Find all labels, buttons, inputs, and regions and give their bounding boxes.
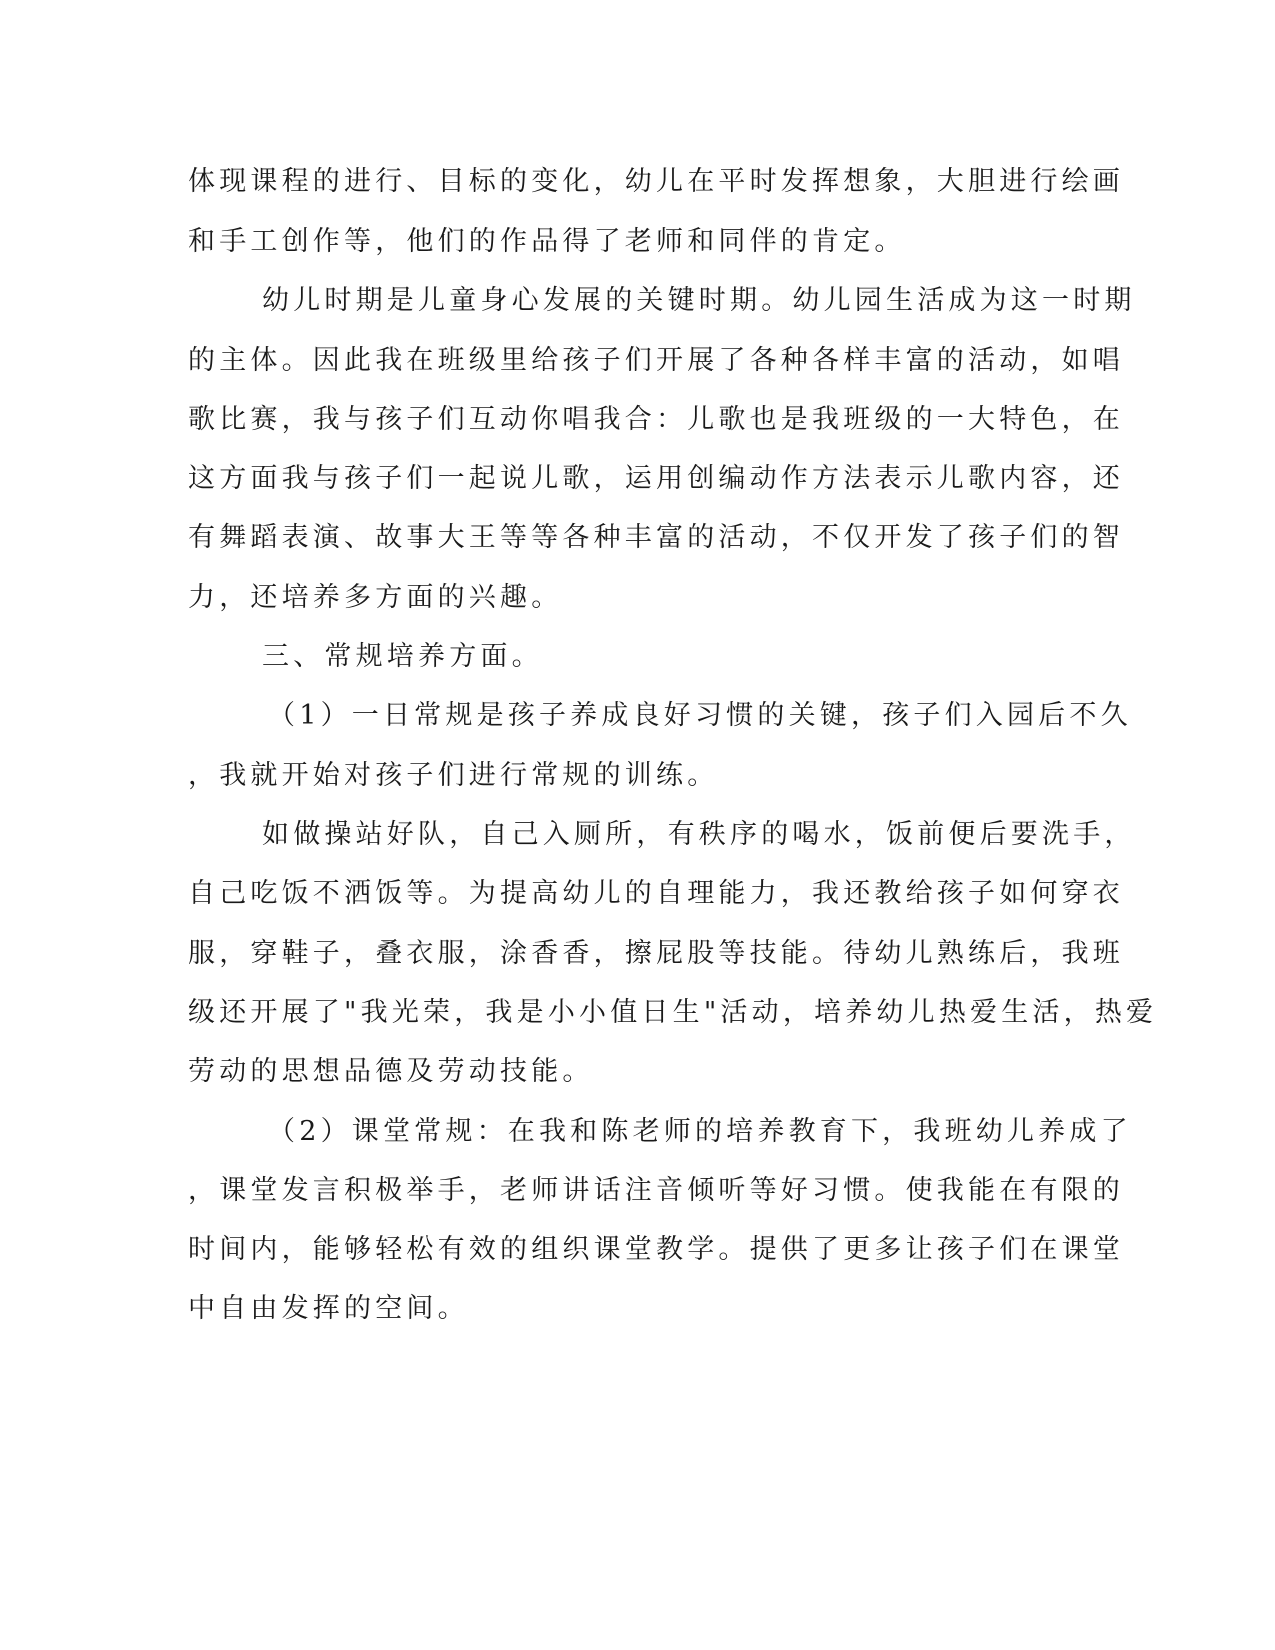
paragraph-first-line: （1）一日常规是孩子养成良好习惯的关键，孩子们入园后不久: [268, 700, 1132, 731]
text-line: ，我就开始对孩子们进行常规的训练。: [188, 760, 719, 791]
text-line: 服，穿鞋子，叠衣服，涂香香，擦屁股等技能。待幼儿熟练后，我班: [188, 938, 1124, 969]
paragraph-first-line: （2）课堂常规：在我和陈老师的培养教育下，我班幼儿养成了: [268, 1116, 1132, 1147]
text-line: 的主体。因此我在班级里给孩子们开展了各种各样丰富的活动，如唱: [188, 345, 1124, 376]
paragraph-first-line: 如做操站好队，自己入厕所，有秩序的喝水，饭前便后要洗手，: [262, 819, 1136, 850]
paragraph-first-line: 幼儿时期是儿童身心发展的关键时期。幼儿园生活成为这一时期: [262, 285, 1136, 316]
text-line: 和手工创作等，他们的作品得了老师和同伴的肯定。: [188, 226, 906, 257]
text-line: 体现课程的进行、目标的变化，幼儿在平时发挥想象，大胆进行绘画: [188, 166, 1124, 197]
text-line: 劳动的思想品德及劳动技能。: [188, 1056, 594, 1087]
text-line: 歌比赛，我与孩子们互动你唱我合：儿歌也是我班级的一大特色，在: [188, 404, 1124, 435]
text-line: 这方面我与孩子们一起说儿歌，运用创编动作方法表示儿歌内容，还: [188, 463, 1124, 494]
section-heading: 三、常规培养方面。: [262, 641, 543, 672]
text-line: 有舞蹈表演、故事大王等等各种丰富的活动，不仅开发了孩子们的智: [188, 522, 1124, 553]
text-line: 级还开展了"我光荣，我是小小值日生"活动，培养幼儿热爱生活，热爱: [188, 997, 1158, 1028]
text-line: 时间内，能够轻松有效的组织课堂教学。提供了更多让孩子们在课堂: [188, 1234, 1124, 1265]
text-line: ，课堂发言积极举手，老师讲话注音倾听等好习惯。使我能在有限的: [188, 1175, 1124, 1206]
text-line: 力，还培养多方面的兴趣。: [188, 582, 563, 613]
text-line: 自己吃饭不洒饭等。为提高幼儿的自理能力，我还教给孩子如何穿衣: [188, 878, 1124, 909]
text-line: 中自由发挥的空间。: [188, 1293, 469, 1324]
